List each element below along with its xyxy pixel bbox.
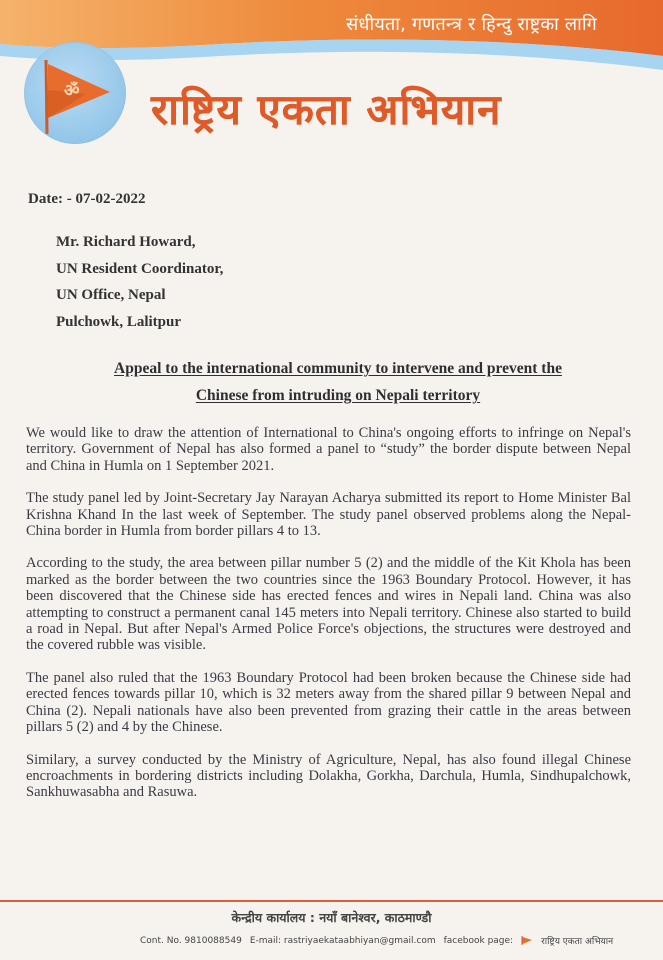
letterhead — [0, 0, 663, 134]
recipient-address — [56, 229, 223, 335]
body-paragraph: We would like to draw the attention of International to China's ongoing efforts to infringe on Nepal's territory. Government of Nepal has also formed a panel to “study” the border dispute between Nepal and China in Humla on 1 September 2021. — [26, 425, 631, 474]
facebook-page-name: राष्ट्रिय एकता अभियान — [541, 937, 614, 947]
subject-line: Chinese from intruding on Nepali territory — [195, 387, 481, 404]
footer-divider — [0, 900, 663, 902]
recipient-line: UN Office, Nepal — [56, 287, 166, 303]
letterhead-tagline: संधीयता, गणतन्त्र र हिन्दु राष्ट्रका लागि — [346, 14, 597, 35]
body-paragraph: The study panel led by Joint-Secretary Jay Narayan Acharya submitted its report to Home Minister Bal Krishna Khand In the last week of September. The study panel observed problems along the Nepal-China border in Humla from border pillars 4 to 13. — [26, 490, 631, 540]
subject-line: Appeal to the international community to intervene and prevent the — [114, 360, 562, 377]
contact-number: Cont. No. 9810088549 — [140, 935, 242, 946]
organization-name: राष्ट्रिय एकता अभियान — [151, 85, 502, 134]
svg-text:ॐ: ॐ — [64, 81, 80, 101]
body-paragraph: The panel also ruled that the 1963 Boundary Protocol had been broken because the Chinese side had erected fences towards pillar 10, which is 32 meters away from the shared pillar 9 between Nepal and China (2). Nepali nationals have also been prevented from grazing their cattle in the areas between pillars 5 (2) and 4 by the Chinese. — [26, 669, 631, 736]
saffron-flag-om-icon — [24, 42, 126, 144]
footer-contact — [140, 934, 613, 947]
body-paragraph: According to the study, the area between pillar number 5 (2) and the middle of the Kit Khola has been marked as the border between the two countries since the 1963 Boundary Protocol. However, it has been discovered that the Chinese side has erected fences and wires in Nepali land. China was also attempting to construct a permanent canal 145 meters into Nepali territory. Chinese also started to build a road in Nepal. But after Nepal's Armed Police Force's objections, the structures were destroyed and the covered rubble was visible. — [26, 555, 631, 654]
office-address: केन्द्रीय कार्यालय : नयाँ बानेश्वर, काठमाण्डौ — [231, 910, 432, 925]
letter-subject — [28, 355, 648, 409]
recipient-line: UN Resident Coordinator, — [56, 260, 224, 277]
letter-date: Date: - 07-02-2022 — [28, 191, 146, 207]
recipient-line: Mr. Richard Howard, — [56, 234, 196, 250]
contact-email: E-mail: rastriyaekataabhiyan@gmail.com — [249, 935, 436, 946]
organization-logo — [24, 42, 126, 144]
letter-body — [26, 425, 631, 817]
body-paragraph: Similary, a survey conducted by the Ministry of Agriculture, Nepal, has also found illegal Chinese encroachments in bordering districts including Dolakha, Gorkha, Darchula, Humla, Sindhupalchowk, Sankhuwasabha and Rasuwa. — [26, 751, 631, 801]
facebook-label: facebook page: — [443, 935, 514, 946]
flag-icon — [521, 936, 533, 945]
recipient-line: Pulchowk, Lalitpur — [56, 313, 182, 330]
